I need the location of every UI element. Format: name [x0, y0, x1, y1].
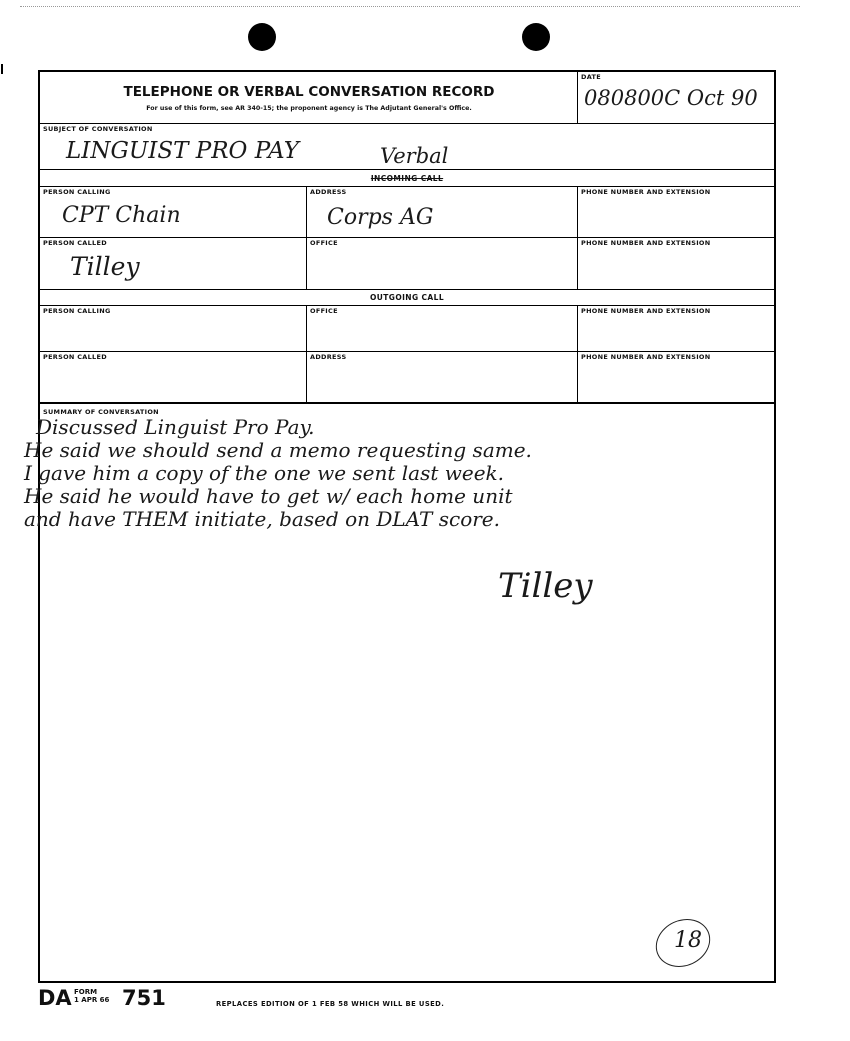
incoming-address-value: Corps AG	[327, 205, 434, 230]
incoming-person-called-value: Tilley	[70, 252, 140, 281]
incoming-person-calling-value: CPT Chain	[62, 203, 181, 228]
incoming-phone-2	[578, 238, 774, 290]
form-number: 751	[122, 986, 166, 1010]
form-date: 1 APR 66	[74, 996, 110, 1004]
incoming-office	[307, 238, 578, 290]
incoming-person-calling	[40, 187, 307, 238]
form-word: FORM	[74, 988, 98, 996]
incoming-call-label: INCOMING CALL	[370, 174, 444, 183]
outgoing-call-label: OUTGOING CALL	[369, 293, 444, 302]
outgoing-person-called	[40, 352, 307, 404]
margin-mark	[1, 64, 3, 74]
form-series: DA	[38, 986, 72, 1010]
outgoing-address-label: ADDRESS	[310, 353, 347, 361]
subject-label: SUBJECT OF CONVERSATION	[43, 125, 153, 133]
incoming-person-calling-label: PERSON CALLING	[43, 188, 111, 196]
outgoing-office-label: OFFICE	[310, 307, 338, 315]
outgoing-address	[307, 352, 578, 404]
outgoing-phone-2-label: PHONE NUMBER AND EXTENSION	[581, 353, 711, 361]
outgoing-phone-1	[578, 306, 774, 352]
date-value: 080800C Oct 90	[584, 86, 758, 110]
signature: Tilley	[498, 566, 593, 606]
outgoing-call-band	[40, 290, 774, 306]
incoming-call-band	[40, 170, 774, 187]
summary-line: Discussed Linguist Pro Pay.	[36, 415, 315, 439]
subject-field	[40, 124, 774, 170]
outgoing-office	[307, 306, 578, 352]
subject-value: LINGUIST PRO PAY	[66, 138, 299, 164]
summary-line: He said he would have to get w/ each home unit	[24, 484, 513, 508]
outgoing-person-calling	[40, 306, 307, 352]
replaces-note: REPLACES EDITION OF 1 FEB 58 WHICH WILL BE USED.	[216, 1000, 445, 1008]
summary-label: SUMMARY OF CONVERSATION	[43, 408, 159, 416]
form-edition	[74, 988, 109, 1004]
date-field	[578, 72, 774, 124]
date-label: DATE	[581, 73, 601, 81]
form-header	[40, 72, 578, 124]
scan-noise	[20, 6, 800, 11]
incoming-office-label: OFFICE	[310, 239, 338, 247]
summary-line: and have THEM initiate, based on DLAT score.	[24, 507, 500, 531]
incoming-address-label: ADDRESS	[310, 188, 347, 196]
incoming-phone-1	[578, 187, 774, 238]
summary-text	[24, 415, 532, 531]
incoming-person-called-label: PERSON CALLED	[43, 239, 107, 247]
outgoing-person-called-label: PERSON CALLED	[43, 353, 107, 361]
incoming-phone-1-label: PHONE NUMBER AND EXTENSION	[581, 188, 711, 196]
incoming-person-called	[40, 238, 307, 290]
form-subtitle: For use of this form, see AR 340-15; the proponent agency is The Adjutant General's Office.	[146, 105, 472, 112]
incoming-phone-2-label: PHONE NUMBER AND EXTENSION	[581, 239, 711, 247]
summary-line: I gave him a copy of the one we sent last week.	[24, 461, 505, 485]
outgoing-person-calling-label: PERSON CALLING	[43, 307, 111, 315]
outgoing-phone-2	[578, 352, 774, 404]
incoming-address	[307, 187, 578, 238]
form-title: TELEPHONE OR VERBAL CONVERSATION RECORD	[123, 84, 495, 100]
circled-page-number: 18	[674, 928, 702, 953]
summary-line: He said we should send a memo requesting same.	[24, 438, 532, 462]
punch-hole-right	[522, 23, 550, 51]
punch-hole-left	[248, 23, 276, 51]
outgoing-phone-1-label: PHONE NUMBER AND EXTENSION	[581, 307, 711, 315]
subject-note: Verbal	[380, 144, 449, 168]
